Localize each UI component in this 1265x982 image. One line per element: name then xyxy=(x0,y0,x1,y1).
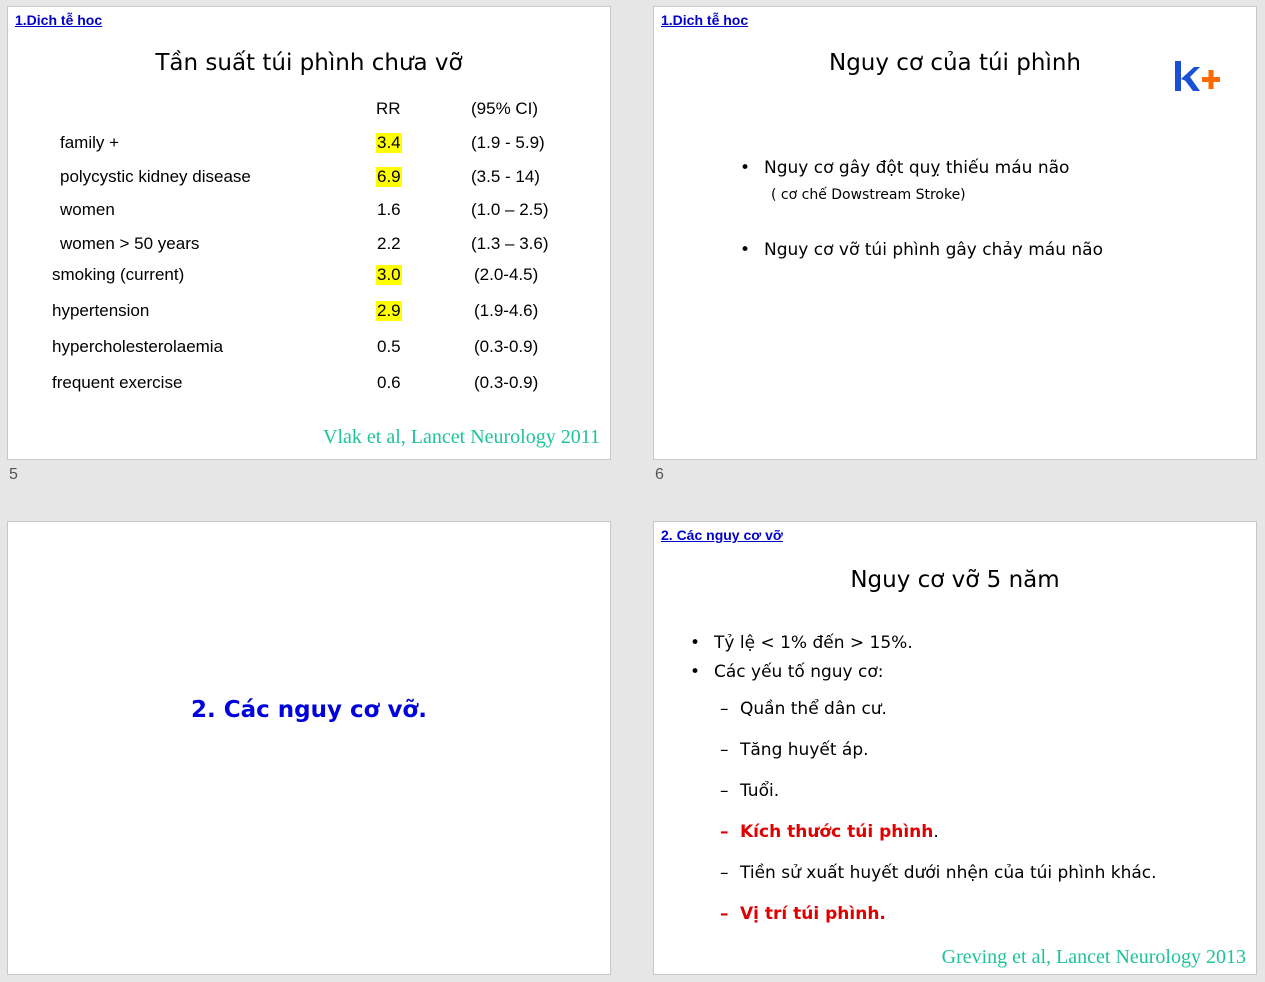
row-ci: (2.0-4.5) xyxy=(474,265,539,284)
bullet-text: Các yếu tố nguy cơ: xyxy=(714,662,884,682)
sub-item-text-emphasis: Vị trí túi phình. xyxy=(740,904,886,924)
slide-6[interactable] xyxy=(653,6,1257,460)
table-row xyxy=(8,265,610,291)
sub-item-text: Tăng huyết áp. xyxy=(740,740,869,760)
section-link[interactable]: 1.Dich tễ hoc xyxy=(661,12,749,28)
logo-icon xyxy=(1172,55,1222,105)
dash: – xyxy=(720,740,729,760)
sub-item xyxy=(720,740,869,760)
sub-item-text: Tuổi. xyxy=(740,781,780,801)
row-rr: 3.4 xyxy=(377,133,401,152)
row-label: frequent exercise xyxy=(52,373,183,392)
sub-item-text: Quần thể dân cư. xyxy=(740,699,887,719)
slide-number: 5 xyxy=(9,466,18,483)
row-label: smoking (current) xyxy=(52,265,185,284)
citation: Greving et al, Lancet Neurology 2013 xyxy=(941,946,1246,968)
row-rr: 3.0 xyxy=(377,265,401,284)
row-rr: 0.6 xyxy=(377,373,401,392)
row-rr: 2.9 xyxy=(377,301,401,320)
sub-item xyxy=(720,699,887,719)
bullet-dot: • xyxy=(740,240,751,260)
table-header xyxy=(8,99,610,125)
row-rr: 2.2 xyxy=(377,234,401,253)
row-label: hypertension xyxy=(52,301,150,320)
table-row xyxy=(8,234,610,260)
bullet-dot: • xyxy=(690,662,701,682)
row-rr: 1.6 xyxy=(377,200,401,219)
slide-7[interactable] xyxy=(7,521,611,975)
row-rr: 6.9 xyxy=(377,167,401,186)
dash: – xyxy=(720,699,729,719)
bullet-text: Tỷ lệ < 1% đến > 15%. xyxy=(714,633,913,653)
section-link[interactable]: 1.Dich tễ hoc xyxy=(15,12,103,28)
dash: – xyxy=(720,781,729,801)
table-row xyxy=(8,337,610,363)
bullet-note xyxy=(771,187,966,203)
slide-8[interactable] xyxy=(653,521,1257,975)
dash: – xyxy=(720,863,729,883)
table-row xyxy=(8,167,610,193)
row-ci: (0.3-0.9) xyxy=(474,337,539,356)
row-label: women > 50 years xyxy=(60,234,200,253)
row-label: polycystic kidney disease xyxy=(60,167,251,186)
bullet-dot: • xyxy=(740,158,751,178)
dash: – xyxy=(720,904,729,924)
bullet-text: Nguy cơ gây đột quỵ thiếu máu não xyxy=(764,158,1070,178)
bullet-text: Nguy cơ vỡ túi phình gây chảy máu não xyxy=(764,240,1103,260)
row-rr: 0.5 xyxy=(377,337,401,356)
section-link[interactable]: 2. Các nguy cơ vỡ xyxy=(661,527,783,543)
bullet-dot: • xyxy=(690,633,701,653)
row-ci: (1.3 – 3.6) xyxy=(471,234,549,253)
dash: – xyxy=(720,822,729,842)
row-ci: (0.3-0.9) xyxy=(474,373,539,392)
row-ci: (3.5 - 14) xyxy=(471,167,540,186)
row-label: hypercholesterolaemia xyxy=(52,337,224,356)
k-plus-logo xyxy=(1164,45,1256,105)
section-heading: 2. Các nguy cơ vỡ. xyxy=(191,697,427,723)
bullet-item xyxy=(740,240,1103,260)
column-header-ci: (95% CI) xyxy=(471,99,539,118)
sub-item xyxy=(720,904,886,924)
table-row xyxy=(8,133,610,159)
bullet-item xyxy=(740,158,1070,178)
row-ci: (1.9 - 5.9) xyxy=(471,133,545,152)
slide-5[interactable] xyxy=(7,6,611,460)
row-label: family + xyxy=(60,133,120,152)
sub-item-text-emphasis: Kích thước túi phình xyxy=(740,822,934,842)
risk-table xyxy=(8,7,610,459)
row-label: women xyxy=(60,200,115,219)
slide-number: 6 xyxy=(655,466,664,483)
sub-item xyxy=(720,863,1157,883)
sub-item xyxy=(720,822,939,842)
slide-title: Nguy cơ của túi phình xyxy=(829,50,1081,76)
citation: Vlak et al, Lancet Neurology 2011 xyxy=(323,426,600,448)
bullet-item xyxy=(690,662,884,682)
slide-title: Nguy cơ vỡ 5 năm xyxy=(850,567,1060,593)
table-row xyxy=(8,373,610,399)
bullet-note-text: ( cơ chế Dowstream Stroke) xyxy=(771,187,966,203)
sub-item xyxy=(720,781,780,801)
slide-title: Tần suất túi phình chưa vỡ xyxy=(155,50,463,76)
row-ci: (1.9-4.6) xyxy=(474,301,539,320)
sub-item-suffix: . xyxy=(933,822,939,842)
row-ci: (1.0 – 2.5) xyxy=(471,200,549,219)
column-header-rr: RR xyxy=(376,99,401,118)
table-row xyxy=(8,200,610,226)
sub-item-text: Tiền sử xuất huyết dưới nhện của túi phình khác. xyxy=(740,863,1157,883)
bullet-item xyxy=(690,633,913,653)
table-row xyxy=(8,301,610,327)
